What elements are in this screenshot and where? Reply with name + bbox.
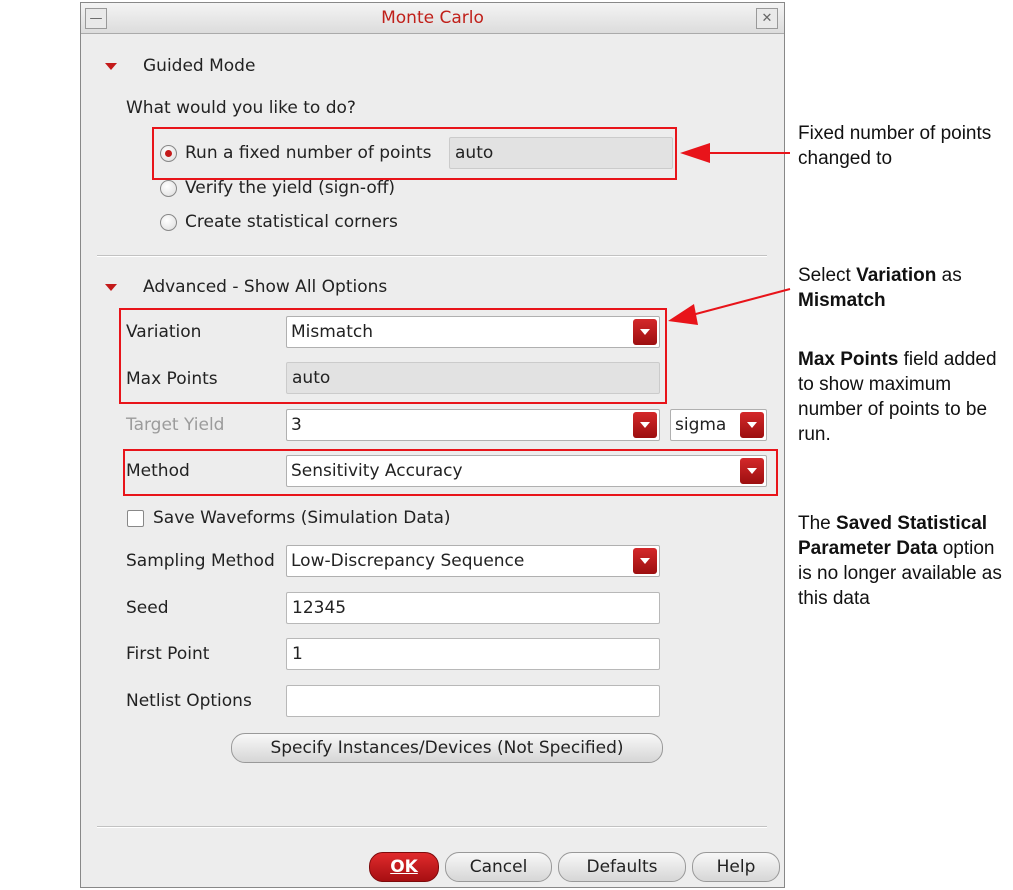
method-value: Sensitivity Accuracy (291, 461, 463, 481)
seed-input[interactable]: 12345 (286, 592, 660, 624)
annotation-saved-data: The Saved Statistical Parameter Data option is no longer available as this data (798, 513, 1002, 609)
defaults-button[interactable]: Defaults (558, 852, 686, 882)
arrowhead (680, 143, 710, 163)
arrowhead (668, 304, 698, 325)
target-yield-unit: sigma (675, 415, 727, 435)
fixed-points-input[interactable]: auto (449, 137, 673, 169)
save-waveforms-label[interactable]: Save Waveforms (Simulation Data) (153, 508, 451, 528)
annotation-max-points: Max Points field added to show maximum number of points to be run. (798, 349, 997, 445)
cancel-button[interactable]: Cancel (445, 852, 552, 882)
sampling-method-value: Low-Discrepancy Sequence (291, 551, 525, 571)
guided-question: What would you like to do? (126, 98, 356, 118)
help-button[interactable]: Help (692, 852, 780, 882)
guided-mode-header[interactable]: Guided Mode (143, 56, 256, 76)
radio-statistical-corners-label[interactable]: Create statistical corners (185, 212, 398, 232)
arrow-line (692, 289, 790, 315)
seed-label: Seed (126, 598, 169, 618)
target-yield-label: Target Yield (126, 415, 225, 435)
max-points-field: auto (286, 362, 660, 394)
target-yield-value: 3 (291, 415, 302, 435)
specify-instances-button[interactable]: Specify Instances/Devices (Not Specified) (231, 733, 663, 763)
max-points-label: Max Points (126, 369, 218, 389)
annotation-variation: Select Variation as Mismatch (798, 265, 962, 311)
variation-value: Mismatch (291, 322, 374, 342)
advanced-header[interactable]: Advanced - Show All Options (143, 277, 388, 297)
minimize-button[interactable]: — (85, 8, 107, 29)
netlist-options-label: Netlist Options (126, 691, 252, 711)
sampling-method-label: Sampling Method (126, 551, 275, 571)
window-title: Monte Carlo (381, 8, 484, 28)
radio-verify-yield-label[interactable]: Verify the yield (sign-off) (185, 178, 396, 198)
close-button[interactable]: ✕ (756, 8, 778, 29)
ok-button[interactable]: OK (369, 852, 439, 882)
first-point-label: First Point (126, 644, 210, 664)
variation-label: Variation (126, 322, 202, 342)
annotation-fixed-points: Fixed number of points changed to (798, 123, 992, 169)
method-label: Method (126, 461, 190, 481)
radio-fixed-points-label[interactable]: Run a fixed number of points (185, 143, 432, 163)
first-point-input[interactable]: 1 (286, 638, 660, 670)
